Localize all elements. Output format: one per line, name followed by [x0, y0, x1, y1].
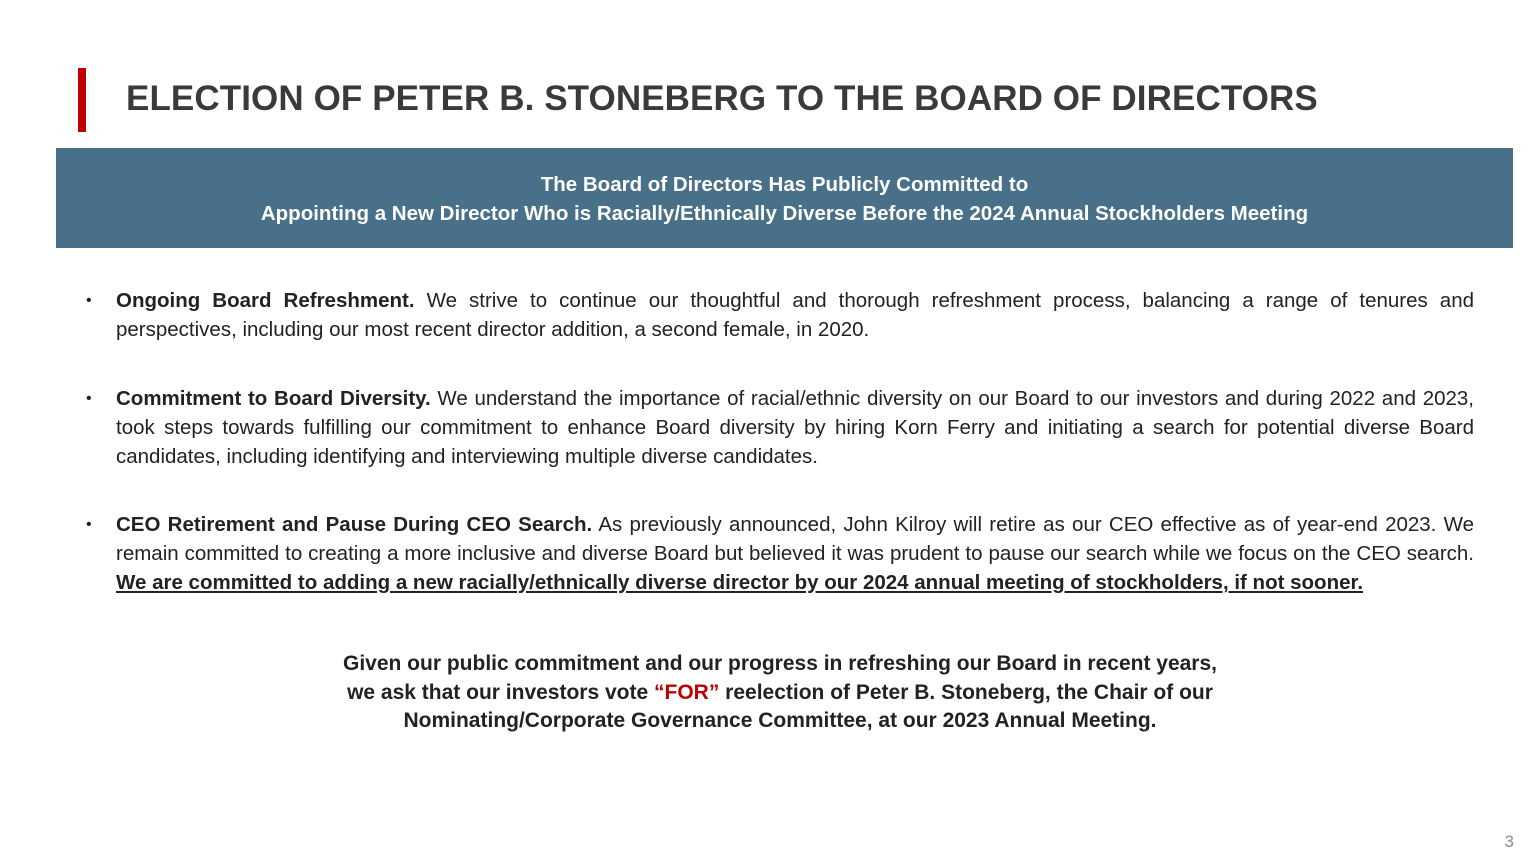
closing-line-2 [200, 679, 1360, 708]
vote-for-emphasis: “FOR” [654, 680, 720, 704]
slide-title: ELECTION OF PETER B. STONEBERG TO THE BOARD OF DIRECTORS [126, 79, 1318, 118]
bullet-text: As previously announced, John Kilroy will retire as our CEO effective as of year-end 2023. We remain committed to creating a more inclusive and diverse Board but believed it was prudent to pause our search while we focus on the CEO search. [116, 513, 1474, 565]
banner-line-1: The Board of Directors Has Publicly Committed to [540, 173, 1029, 196]
closing-line-1: Given our public commitment and our progress in refreshing our Board in recent years, [342, 652, 1217, 675]
bullet-item-board-refreshment [86, 286, 1474, 344]
closing-statement [200, 650, 1360, 736]
bullet-text: We strive to continue our thoughtful and thorough refreshment process, balancing a range of tenures and perspectives, including our most recent director addition, a second female, in 2020. [116, 289, 1474, 341]
title-accent-bar [78, 68, 86, 132]
closing-line-2-end: reelection of Peter B. Stoneberg, the Chair of our [719, 680, 1213, 704]
bullet-dot: • [86, 390, 92, 407]
bullet-emphasis: We are committed to adding a new racially/ethnically diverse director by our 2024 annual meeting of stockholders, if not sooner. [116, 571, 1364, 594]
closing-line-2-start: we ask that our investors vote [347, 680, 655, 704]
bullet-lead: CEO Retirement and Pause During CEO Search. [116, 513, 593, 536]
bullet-lead: Commitment to Board Diversity. [116, 387, 431, 410]
page-number: 3 [1504, 832, 1514, 851]
bullet-dot: • [86, 292, 92, 309]
bullet-item-board-diversity [86, 384, 1474, 471]
bullet-item-ceo-retirement [86, 510, 1474, 597]
bullet-list [86, 286, 1474, 597]
closing-line-3: Nominating/Corporate Governance Committee, at our 2023 Annual Meeting. [403, 709, 1157, 732]
bullet-dot: • [86, 516, 92, 533]
bullet-text: We understand the importance of racial/ethnic diversity on our Board to our investors and during 2022 and 2023, took steps towards fulfilling our commitment to enhance Board diversity by hiring Korn Ferry and initiating a search for potential diverse Board candidates, including identifying and interviewing multiple diverse candidates. [116, 387, 1474, 468]
commitment-banner [56, 148, 1513, 248]
banner-line-2: Appointing a New Director Who is Racially/Ethnically Diverse Before the 2024 Annual Stockholders Meeting [260, 202, 1309, 225]
bullet-lead: Ongoing Board Refreshment. [116, 289, 415, 312]
